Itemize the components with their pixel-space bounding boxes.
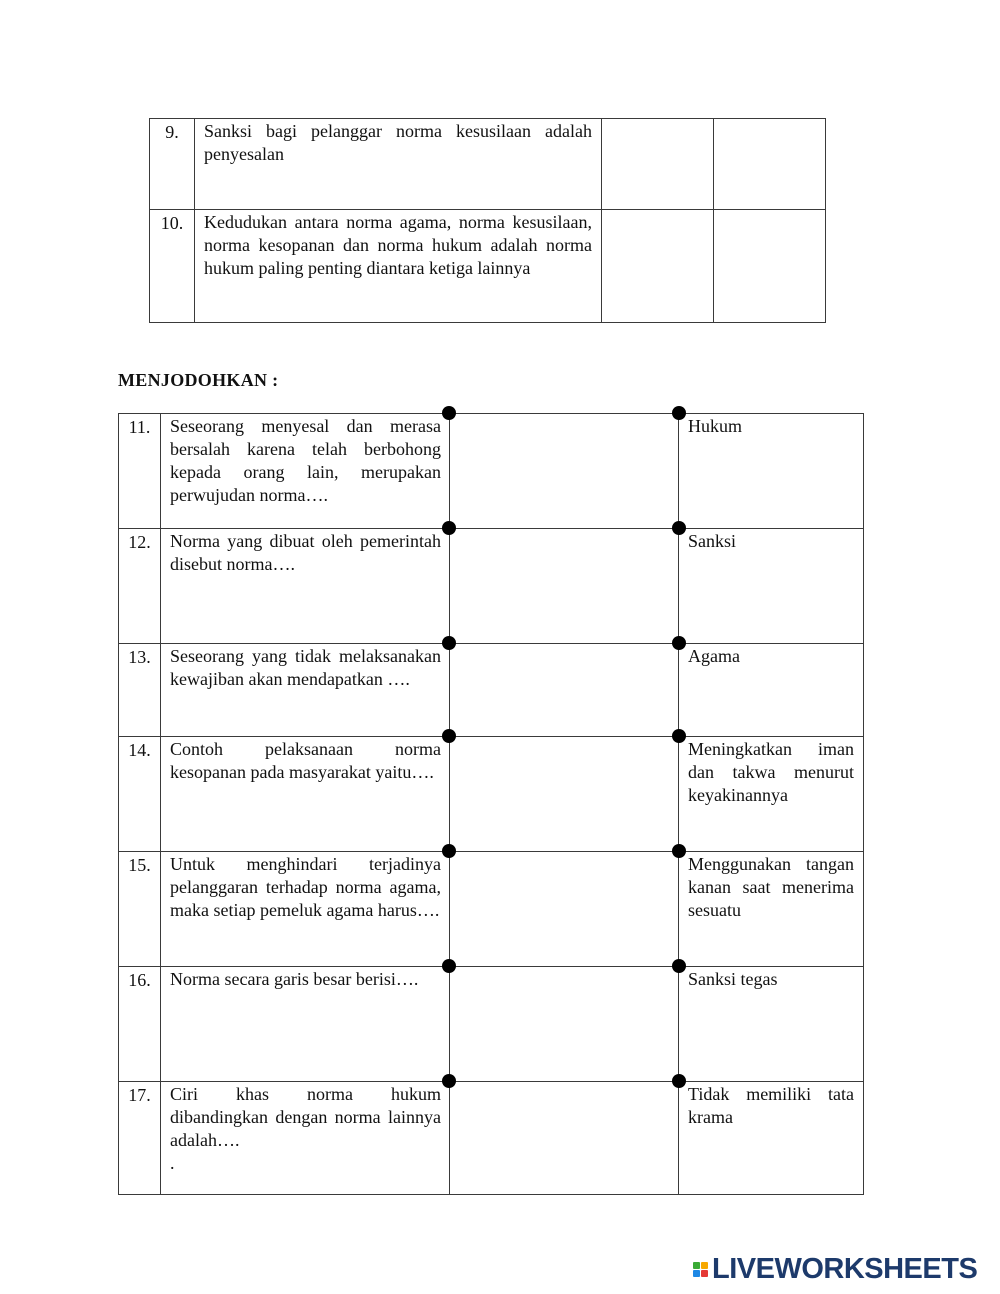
match-dot-right-icon[interactable]	[672, 406, 686, 420]
question-text: Untuk menghindari terjadinya pelanggaran terhadap norma agama, maka setiap pemeluk agama harus….	[161, 852, 450, 967]
match-dot-left-icon[interactable]	[442, 729, 456, 743]
connector-area[interactable]	[450, 529, 679, 644]
table-row	[150, 210, 826, 323]
logo-square	[701, 1270, 708, 1277]
answer-option: Menggunakan tangan kanan saat menerima sesuatu	[679, 852, 864, 967]
match-dot-left-icon[interactable]	[442, 406, 456, 420]
match-dot-left-icon[interactable]	[442, 521, 456, 535]
answer-false-cell[interactable]	[714, 210, 826, 323]
answer-option: Sanksi tegas	[679, 967, 864, 1082]
table-row	[119, 529, 864, 644]
matching-table	[118, 413, 864, 1195]
question-number: 12.	[119, 529, 161, 644]
question-number: 14.	[119, 737, 161, 852]
connector-area[interactable]	[450, 414, 679, 529]
liveworksheets-logo-icon	[693, 1262, 708, 1277]
match-dot-right-icon[interactable]	[672, 521, 686, 535]
table-row	[150, 119, 826, 210]
statement-text: Kedudukan antara norma agama, norma kesusilaan, norma kesopanan dan norma hukum adalah norma hukum paling penting diantara ketiga lainnya	[195, 210, 602, 323]
question-text-extra: .	[170, 1153, 175, 1173]
logo-square	[701, 1262, 708, 1269]
match-dot-left-icon[interactable]	[442, 1074, 456, 1088]
question-number: 17.	[119, 1082, 161, 1195]
question-number: 11.	[119, 414, 161, 529]
answer-option: Tidak memiliki tata krama	[679, 1082, 864, 1195]
question-text: Seseorang menyesal dan merasa bersalah karena telah berbohong kepada orang lain, merupakan perwujudan norma….	[161, 414, 450, 529]
question-text: Norma secara garis besar berisi….	[161, 967, 450, 1082]
connector-area[interactable]	[450, 644, 679, 737]
match-dot-right-icon[interactable]	[672, 844, 686, 858]
question-text: Contoh pelaksanaan norma kesopanan pada masyarakat yaitu….	[161, 737, 450, 852]
table-row	[119, 852, 864, 967]
question-number: 13.	[119, 644, 161, 737]
answer-option: Hukum	[679, 414, 864, 529]
match-dot-right-icon[interactable]	[672, 959, 686, 973]
answer-option: Agama	[679, 644, 864, 737]
table-row	[119, 1082, 864, 1195]
answer-false-cell[interactable]	[714, 119, 826, 210]
match-dot-left-icon[interactable]	[442, 959, 456, 973]
statement-text: Sanksi bagi pelanggar norma kesusilaan adalah penyesalan	[195, 119, 602, 210]
table-row	[119, 737, 864, 852]
match-dot-left-icon[interactable]	[442, 844, 456, 858]
logo-square	[693, 1270, 700, 1277]
liveworksheets-brand	[693, 1254, 977, 1284]
answer-option: Meningkatkan iman dan takwa menurut keyakinannya	[679, 737, 864, 852]
answer-true-cell[interactable]	[602, 210, 714, 323]
logo-square	[693, 1262, 700, 1269]
question-number: 9.	[150, 119, 195, 210]
question-text: Norma yang dibuat oleh pemerintah disebut norma….	[161, 529, 450, 644]
question-number: 16.	[119, 967, 161, 1082]
connector-area[interactable]	[450, 737, 679, 852]
question-number: 10.	[150, 210, 195, 323]
answer-option: Sanksi	[679, 529, 864, 644]
question-text-main: Ciri khas norma hukum dibandingkan dengan norma lainnya adalah….	[170, 1084, 441, 1150]
brand-name: LIVEWORKSHEETS	[712, 1252, 978, 1285]
match-dot-right-icon[interactable]	[672, 1074, 686, 1088]
answer-true-cell[interactable]	[602, 119, 714, 210]
true-false-table	[149, 118, 826, 323]
connector-area[interactable]	[450, 967, 679, 1082]
match-dot-right-icon[interactable]	[672, 729, 686, 743]
question-text	[161, 1082, 450, 1195]
table-row	[119, 414, 864, 529]
match-dot-left-icon[interactable]	[442, 636, 456, 650]
question-text: Seseorang yang tidak melaksanakan kewajiban akan mendapatkan ….	[161, 644, 450, 737]
match-dot-right-icon[interactable]	[672, 636, 686, 650]
question-number: 15.	[119, 852, 161, 967]
connector-area[interactable]	[450, 852, 679, 967]
table-row	[119, 644, 864, 737]
section-title: MENJODOHKAN :	[118, 370, 279, 390]
connector-area[interactable]	[450, 1082, 679, 1195]
table-row	[119, 967, 864, 1082]
